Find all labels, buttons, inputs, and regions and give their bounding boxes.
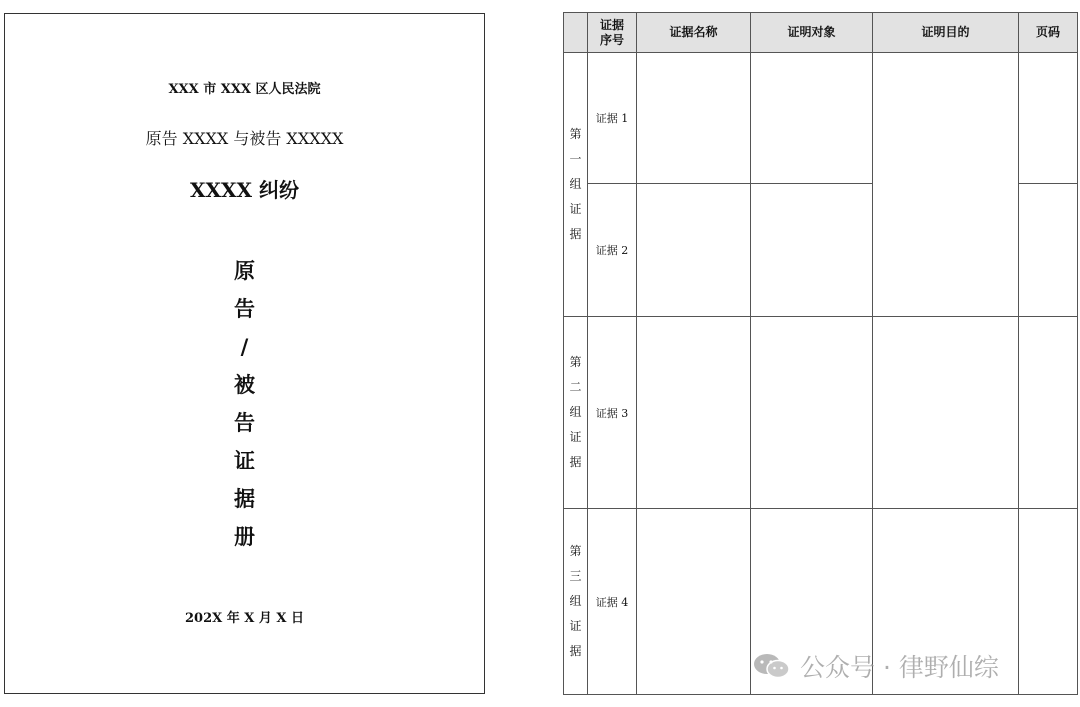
group-char: 组: [569, 405, 582, 419]
proof-object-cell: [751, 53, 873, 184]
proof-purpose-cell: [873, 317, 1019, 509]
group-char: 据: [569, 455, 582, 469]
table-row: [564, 53, 1078, 184]
group-char: 第: [569, 544, 582, 558]
vertical-title-char: /: [240, 335, 249, 359]
proof-purpose-cell: [873, 53, 1019, 317]
group-char: 组: [569, 594, 582, 608]
vertical-title-char: 证: [234, 449, 255, 473]
group-char: 组: [569, 177, 582, 191]
group-char: 证: [569, 202, 582, 216]
watermark-text: 公众号 · 律野仙综: [800, 653, 999, 682]
proof-object-cell: [751, 317, 873, 509]
evidence-name-cell: [637, 53, 751, 184]
group-char: 证: [569, 430, 582, 444]
vertical-title-char: 原: [234, 259, 255, 283]
dispute-title: XXXX 纠纷: [189, 178, 300, 202]
vertical-title-char: 告: [234, 297, 255, 321]
group-char: 一: [569, 152, 582, 166]
page-number-cell: [1019, 509, 1078, 695]
court-name: XXX 市 XXX 区人民法院: [168, 82, 321, 97]
group-char: 二: [569, 380, 582, 394]
proof-object-cell: [751, 184, 873, 317]
header-cell: 证据 序号: [588, 13, 637, 53]
vertical-title-char: 册: [234, 525, 255, 549]
vertical-title-char: 据: [234, 487, 255, 511]
group-char: 三: [569, 569, 582, 583]
group-label-3: [564, 509, 588, 695]
watermark: [752, 648, 999, 684]
evidence-number: 证据 4: [588, 509, 637, 695]
cover-date: 202X 年 X 月 X 日: [184, 611, 305, 626]
group-label-2: [564, 317, 588, 509]
evidence-number: 证据 3: [588, 317, 637, 509]
evidence-number: 证据 1: [588, 53, 637, 184]
header-cell: 证明目的: [873, 13, 1019, 53]
group-char: 第: [569, 355, 582, 369]
table-header-row: [564, 13, 1078, 53]
evidence-number: 证据 2: [588, 184, 637, 317]
group-label-1: [564, 53, 588, 317]
page-number-cell: [1019, 317, 1078, 509]
evidence-name-cell: [637, 184, 751, 317]
header-cell: [564, 13, 588, 53]
group-char: 证: [569, 619, 582, 633]
group-char: 据: [569, 644, 582, 658]
vertical-title-char: 告: [234, 411, 255, 435]
evidence-name-cell: [637, 317, 751, 509]
cover-page: [4, 13, 485, 694]
page-number-cell: [1019, 184, 1078, 317]
header-cell: 证明对象: [751, 13, 873, 53]
group-char: 据: [569, 227, 582, 241]
evidence-table: [563, 12, 1078, 695]
evidence-name-cell: [637, 509, 751, 695]
page-number-cell: [1019, 53, 1078, 184]
vertical-title: [5, 252, 484, 556]
table-row: [564, 317, 1078, 509]
wechat-icon: [752, 652, 792, 680]
header-cell: 页码: [1019, 13, 1078, 53]
parties-line: 原告 XXXX 与被告 XXXXX: [145, 129, 344, 148]
header-cell: 证据名称: [637, 13, 751, 53]
group-char: 第: [569, 127, 582, 141]
vertical-title-char: 被: [234, 373, 255, 397]
